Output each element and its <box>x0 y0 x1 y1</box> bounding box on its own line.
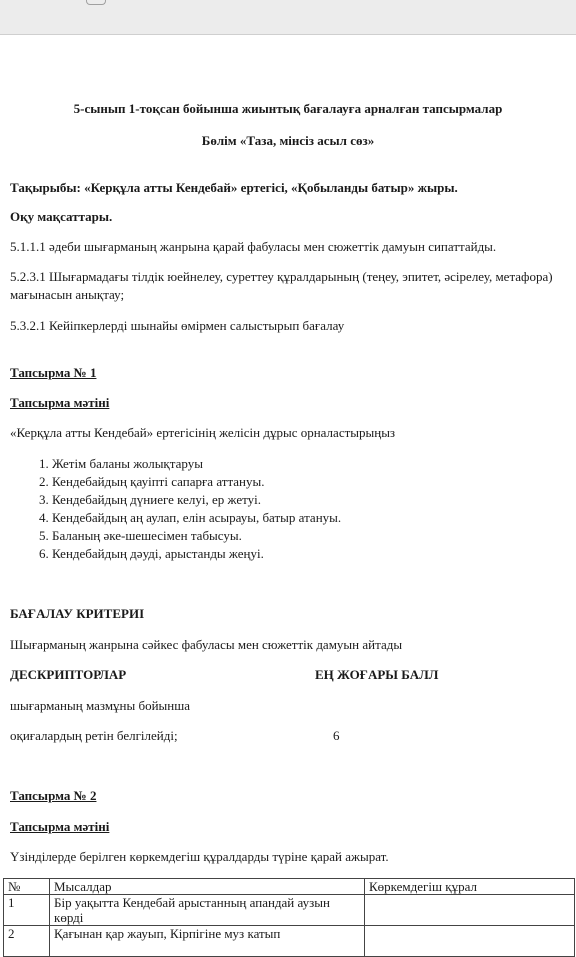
descriptor-line: оқиғалардың ретін белгілейді; <box>10 728 178 743</box>
plot-order-list <box>22 455 552 563</box>
task1-title: Тапсырма № 1 <box>10 365 97 380</box>
table-row <box>4 926 575 957</box>
criteria-title: БАҒАЛАУ КРИТЕРИІ <box>10 606 145 621</box>
section-title: Бөлім «Таза, мінсіз асыл сөз» <box>201 133 375 148</box>
list-item: 5. Баланың әке-шешесімен табысуы. <box>52 527 552 545</box>
row-number: 1 <box>4 895 50 926</box>
column-header: Көркемдегіш құрал <box>365 879 575 895</box>
task2-title: Тапсырма № 2 <box>10 788 97 803</box>
row-example: Бір уақытта Кендебай арыстанның апандай аузын көрді <box>50 895 365 926</box>
list-item: 3. Кендебайдың дүниеге келуі, ер жетуі. <box>52 491 552 509</box>
task1-subtitle: Тапсырма мәтіні <box>10 395 110 410</box>
task2-subtitle: Тапсырма мәтіні <box>10 819 110 834</box>
task2-instruction: Үзінділерде берілген көркемдегіш құралдарды түріне қарай ажырат. <box>10 849 389 864</box>
toolbar-icon <box>86 0 106 5</box>
table-header-row <box>4 879 575 895</box>
row-example: Қағынан қар жауып, Кірпігіне муз катып <box>50 926 365 957</box>
row-device-cell <box>365 895 575 926</box>
max-score-label: ЕҢ ЖОҒАРЫ БАЛЛ <box>315 667 439 682</box>
document-heading: 5-сынып 1-тоқсан бойынша жиынтық бағалауға арналған тапсырмалар <box>73 101 503 116</box>
criteria-text: Шығарманың жанрына сәйкес фабуласы мен сюжеттік дамуын айтады <box>10 637 403 652</box>
topic-line: Тақырыбы: «Керқұла атты Кендебай» ертегісі, «Қобыланды батыр» жыры. <box>10 180 458 195</box>
max-score-value: 6 <box>333 728 340 743</box>
goal-item: 5.1.1.1 әдеби шығарманың жанрына қарай фабуласы мен сюжеттік дамуын сипаттайды. <box>10 239 497 254</box>
row-number: 2 <box>4 926 50 957</box>
descriptors-label: ДЕСКРИПТОРЛАР <box>10 667 127 682</box>
goal-item: 5.3.2.1 Кейіпкерлерді шынайы өмірмен салыстырып бағалау <box>10 318 345 333</box>
column-header: № <box>4 879 50 895</box>
list-item: 2. Кендебайдың қауіпті сапарға аттануы. <box>52 473 552 491</box>
descriptor-line: шығарманың мазмұны бойынша <box>10 698 191 713</box>
task1-instruction: «Керқұла атты Кендебай» ертегісінің желісін дұрыс орналастырыңыз <box>10 425 396 440</box>
devices-table <box>3 878 575 957</box>
viewer-toolbar <box>0 0 576 35</box>
row-device-cell <box>365 926 575 957</box>
list-item: 1. Жетім баланы жолықтаруы <box>52 455 552 473</box>
column-header: Мысалдар <box>50 879 365 895</box>
goals-title: Оқу мақсаттары. <box>10 209 113 224</box>
list-item: 4. Кендебайдың аң аулап, елін асырауы, батыр атануы. <box>52 509 552 527</box>
list-item: 6. Кендебайдың дәуді, арыстанды жеңуі. <box>52 545 552 563</box>
table-row <box>4 895 575 926</box>
goal-item: 5.2.3.1 Шығармадағы тілдік юейнелеу, суреттеу құралдарының (теңеу, эпитет, әсірелеу, метафора) мағынасын анықтау; <box>10 269 553 302</box>
